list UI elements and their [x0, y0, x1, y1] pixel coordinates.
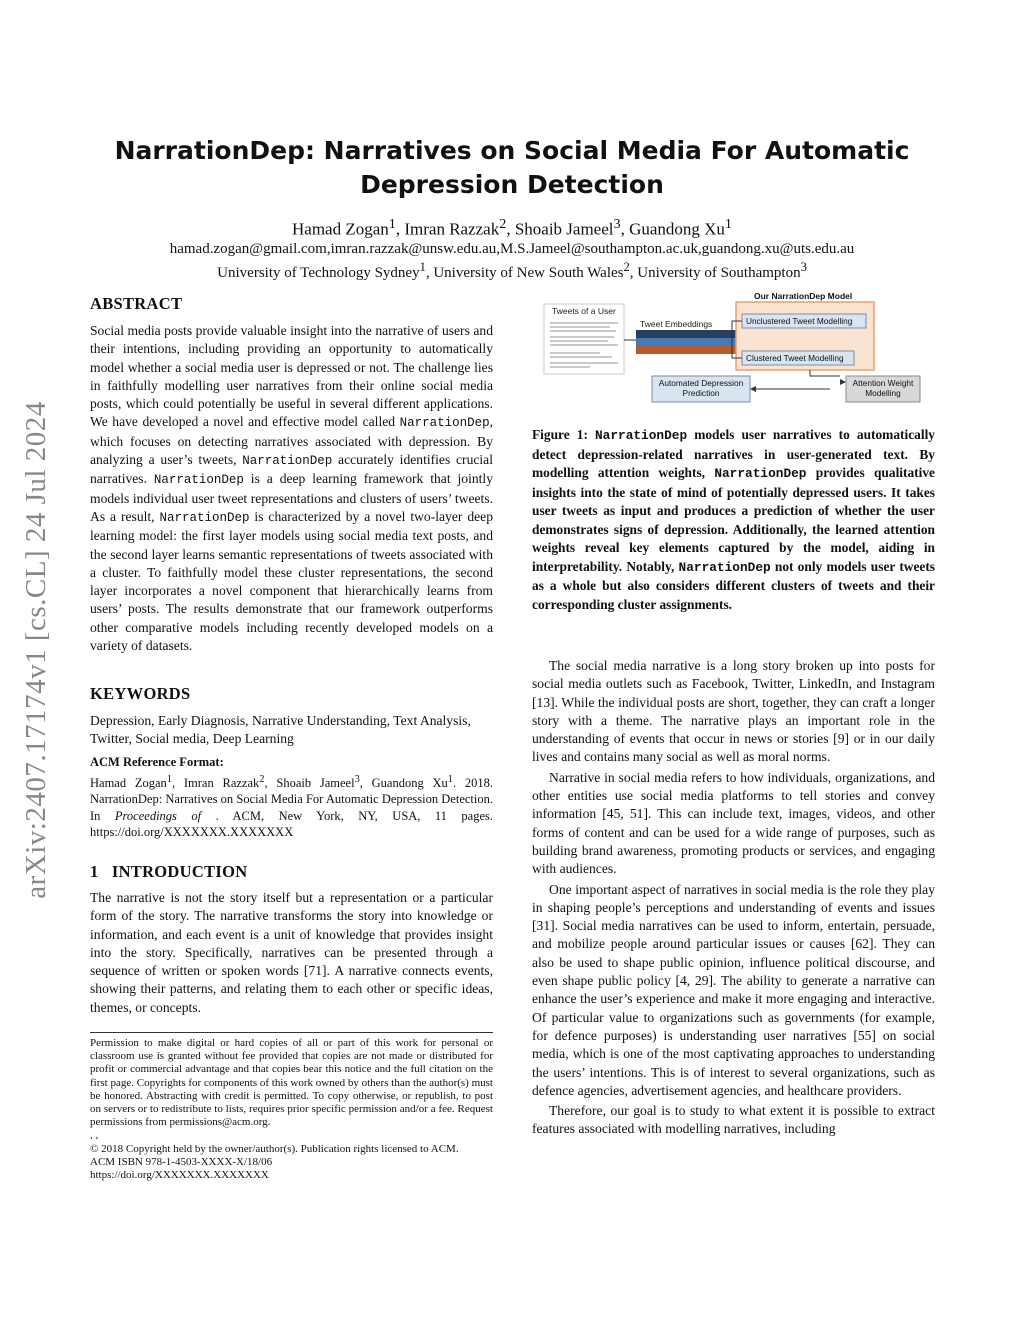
doi-line: https://doi.org/XXXXXXX.XXXXXXX	[90, 1169, 269, 1182]
affiliation-mark: 3	[613, 216, 621, 232]
embedding-bar	[636, 330, 740, 338]
abstract-text: Social media posts provide valuable insight into the narrative of users and their intentions, including providing an opportunity to automatically model whether a social media user is depressed or not. The challenge lies in faithfully modelling user narratives from their online social media posts, which could potentially be useful in several different applications. We have developed a novel and effective model called NarrationDep, which focuses on detecting narratives associated with depression. By analyzing a user’s tweets, NarrationDep accurately identifies crucial narratives. NarrationDep is a deep learning framework that jointly models individual user tweet representations and clusters of users’ tweets. As a result, NarrationDep is characterized by a novel two-layer deep learning model: the first layer models using social media text posts, and the second layer learns semantic representations of tweets associated with a cluster. To faithfully model these cluster representations, the second layer incorporates a novel component that hierarchically learns from users’ posts. The results demonstrate that our framework outperforms other comparative models including recently developed models on a variety of datasets.	[90, 323, 494, 654]
abstract-heading: ABSTRACT	[90, 294, 183, 313]
author-name: Imran Razzak	[404, 219, 500, 239]
title-line-1: NarrationDep: Narratives on Social Media For Automatic	[114, 136, 910, 165]
abstract-section	[90, 294, 493, 655]
figure-1-diagram	[540, 290, 935, 415]
introduction-heading: 1 INTRODUCTION	[90, 862, 248, 881]
affiliation: University of Technology Sydney	[217, 265, 420, 281]
embeddings-label: Tweet Embeddings	[640, 319, 713, 329]
body-paragraph: The social media narrative is a long story broken up into posts for social media outlets such as Facebook, Twitter, LinkedIn, and Instagram [13]. While the individual posts are short, together, they can craft a longer story with a theme. The narrative plays an important role in the understanding of events that occur in news or stories [9] or in our daily lives and contains many social as well as moral norms.	[532, 658, 935, 765]
affiliation: University of New South Wales	[433, 265, 624, 281]
title-line-2: Depression Detection	[360, 170, 664, 199]
acm-reference-heading: ACM Reference Format:	[90, 755, 224, 769]
model-diagram	[540, 290, 935, 415]
affiliation-mark: 1	[419, 260, 426, 274]
attention-label: Attention Weight Modelling	[852, 378, 914, 398]
embedding-bar	[636, 346, 740, 354]
body-paragraph: One important aspect of narratives in social media is the role they play in shaping people’s perceptions and understanding of events and issues [31]. Social media narratives can be used to inform, entertain, persuade, and mobilize people around particular issues or causes [62]. They can also be used to shape public opinion, influence political discourse, and even shape public policy [4, 29]. The ability to generate a narrative can enhance the user’s experience and make it more engaging and interactive. Of particular value to organizations such as governments (for example, for defence purposes) is understanding user narratives [55] on social media, which is one of the most captivating approaches to understanding the users’ intentions. This is of interest to several organizations, such as defence agencies, advertisement agencies, and healthcare providers.	[532, 881, 935, 1098]
author-name: Shoaib Jameel	[514, 219, 614, 239]
figure-1-caption	[532, 426, 935, 614]
arxiv-identifier: arXiv:2407.17174v1 [cs.CL] 24 Jul 2024	[20, 401, 52, 899]
model-title: Our NarrationDep Model	[754, 291, 853, 301]
keywords-heading: KEYWORDS	[90, 684, 191, 703]
prediction-label: Automated Depression Prediction	[658, 378, 744, 398]
footnote-divider	[90, 1032, 493, 1033]
caption-text: Figure 1: NarrationDep models user narratives to automatically detect depression-related narratives in user-generated text. By modelling attention weights, NarrationDep provides qualitative insights into the state of mind of potentially depressed users. It takes user tweets as input and produces a prediction of whether the user demonstrates signs of depression. Additionally, the learned attention weights reveal key elements captured by the model, aiding in interpretability. Notably, NarrationDep not only models user tweets as a whole but also considers different clusters of tweets and their corresponding cluster assignments.	[532, 427, 935, 612]
tweets-label: Tweets of a User	[552, 306, 616, 316]
keywords-section	[90, 684, 493, 749]
affiliation-mark: 1	[388, 216, 396, 232]
unclustered-label: Unclustered Tweet Modelling	[746, 316, 853, 326]
affiliation-mark: 2	[499, 216, 507, 232]
embedding-bar	[636, 338, 740, 346]
introduction-section	[90, 862, 493, 1017]
copyright-line: © 2018 Copyright held by the owner/author(s). Publication rights licensed to ACM.	[90, 1142, 459, 1155]
author-list: Hamad Zogan$^1$, Imran Razzak$^2$, Shoaib Jameel$^3$, Guandong Xu$^1$	[292, 216, 732, 239]
footnote-commas: , ,	[90, 1129, 99, 1142]
paper-title	[90, 134, 934, 202]
body-paragraph: Narrative in social media refers to how individuals, organizations, and other entities use social media platforms to tell stories and convey information [45, 51]. This can include text, images, videos, and other forms of content and can be used for a wide range of purposes, such as building brand awareness, promoting products or services, and engaging with audiences.	[532, 769, 935, 877]
affiliation-mark: 3	[800, 260, 807, 274]
isbn-line: ACM ISBN 978-1-4503-XXXX-X/18/06	[90, 1155, 273, 1168]
body-paragraph: Therefore, our goal is to study to what extent it is possible to extract features associated with modelling narratives, including	[532, 1103, 935, 1137]
author-name: Hamad Zogan	[292, 219, 389, 239]
author-name: Guandong Xu	[629, 219, 725, 239]
author-affiliations: University of Technology Sydney$^1$, University of New South Wales$^2$, University of Southampton$^3$	[217, 260, 807, 281]
affiliation: University of Southampton	[637, 265, 801, 281]
copyright-footnote	[90, 1037, 493, 1182]
right-column-body	[532, 657, 935, 1139]
author-emails: hamad.zogan@gmail.com,imran.razzak@unsw.edu.au,M.S.Jameel@southampton.ac.uk,guandong.xu@uts.edu.au	[169, 241, 855, 257]
acm-reference-text: Hamad Zogan$^1$, Imran Razzak$^2$, Shoaib Jameel$^3$, Guandong Xu$^1$. 2018. NarrationDep: Narratives on Social Media For Automatic Depression Detection. In Proceedings of . ACM, New York, NY, USA, 11 pages. https://doi.org/XXXXXXX.XXXXXXX	[90, 774, 493, 839]
acm-reference	[90, 755, 493, 840]
affiliation-mark: 2	[623, 260, 630, 274]
permission-notice: Permission to make digital or hard copies of all or part of this work for personal or classroom use is granted without fee provided that copies are not made or distributed for profit or commercial advantage and that copies bear this notice and the full citation on the first page. Copyrights for components of this work owned by others than the author(s) must be honored. Abstracting with credit is permitted. To copy otherwise, or republish, to post on servers or to redistribute to lists, requires prior specific permission and/or a fee. Request permissions from permissions@acm.org.	[90, 1037, 493, 1129]
introduction-paragraph: The narrative is not the story itself but a representation or a particular form of the story. The narrative transforms the story into knowledge or information, and each event is a unit of knowledge that provides insight into the story. Specifically, narratives can be presented through a sequence of written or spoken words [71]. A narrative connects events, showing their patterns, and relating them to each other or specific ideas, themes, or concepts.	[90, 890, 493, 1015]
affiliation-mark: 1	[724, 216, 732, 232]
keywords-text: Depression, Early Diagnosis, Narrative Understanding, Text Analysis, Twitter, Social media, Deep Learning	[90, 713, 471, 747]
clustered-label: Clustered Tweet Modelling	[746, 353, 844, 363]
